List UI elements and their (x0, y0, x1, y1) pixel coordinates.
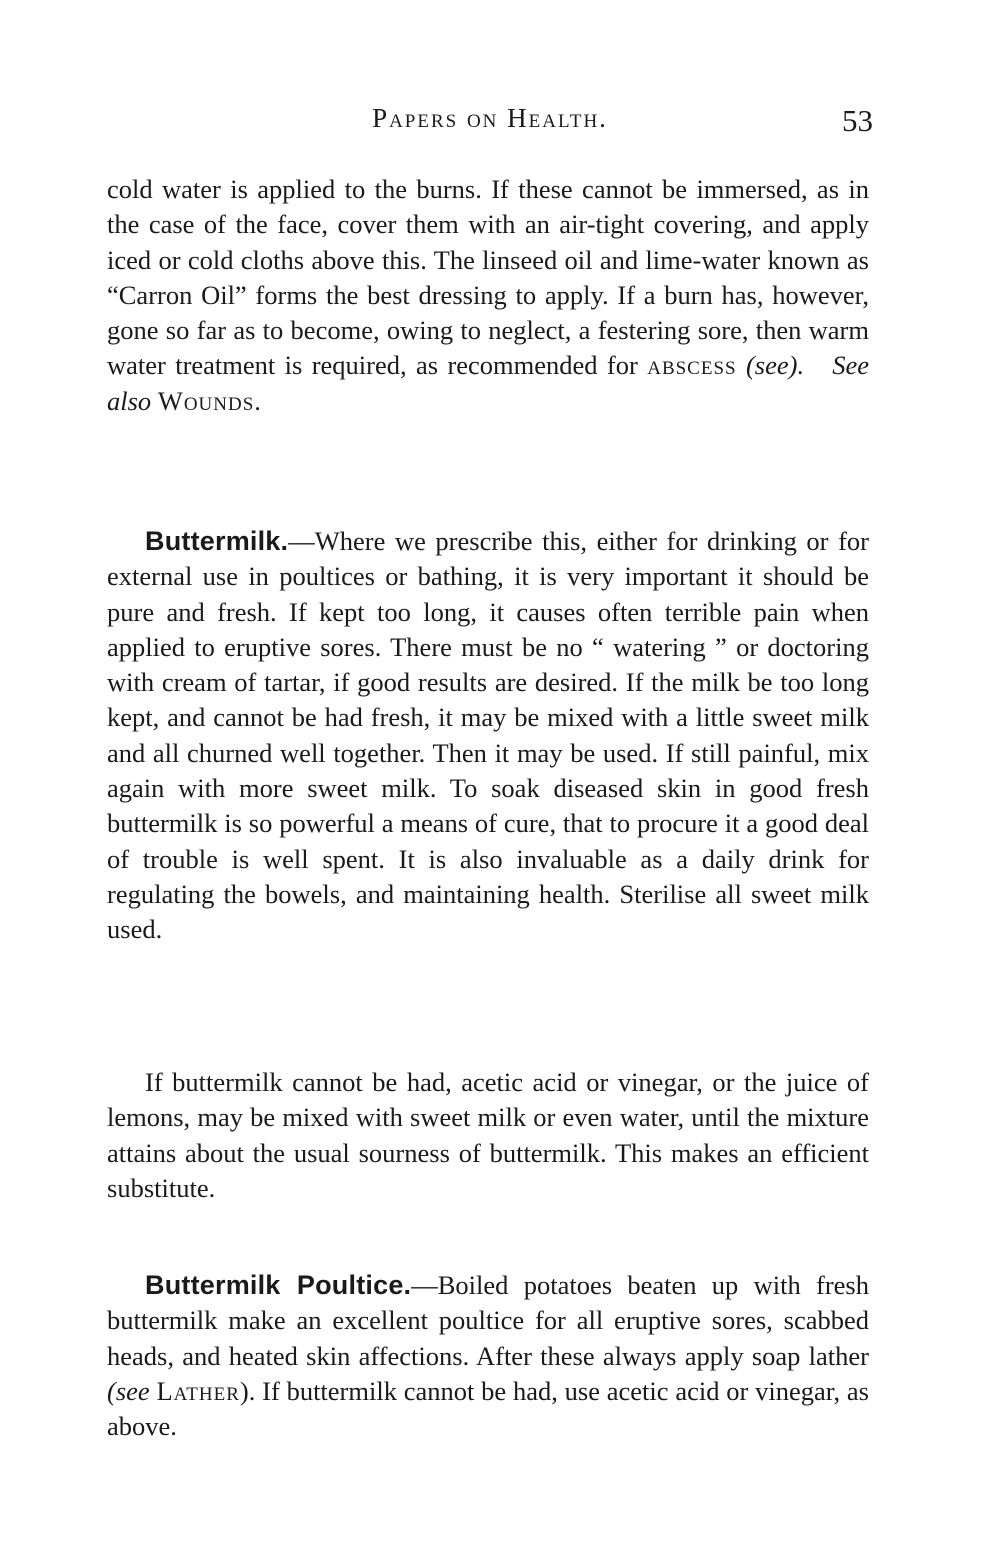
wounds-reference: Wounds. (157, 385, 262, 416)
buttermilk-substitute-text: If buttermilk cannot be had, acetic acid or vinegar, or the juice of lemons, may be mixed with sweet milk or even water, until the mixture attains about the usual sourness of buttermilk. This makes an efficient substitute. (107, 1067, 869, 1203)
buttermilk-entry (107, 524, 869, 948)
burns-continuation-paragraph (107, 172, 869, 419)
running-head (107, 103, 873, 143)
abscess-reference: abscess (647, 350, 737, 381)
lather-reference: Lather (156, 1375, 240, 1406)
buttermilk-poultice-entry (107, 1268, 869, 1444)
burns-text: cold water is applied to the burns. If these cannot be immersed, as in the case of the face, cover them with an air-tight covering, and apply iced or cold cloths above this. The linseed oil and lime-water known as “Carron Oil” forms the best dressing to apply. If a burn has, however, gone so far as to become, owing to neglect, a festering sore, then warm water treatment is required, as recommended for (107, 174, 869, 381)
page-number: 53 (842, 103, 873, 138)
buttermilk-poultice-body: —Boiled potatoes beaten up with fresh buttermilk make an excellent poultice for all eruptive sores, scabbed heads, and heated skin affections. After these always apply soap lather (107, 1270, 869, 1371)
buttermilk-heading: Buttermilk. (145, 526, 289, 556)
buttermilk-poultice-body-end: ). If buttermilk cannot be had, use acetic acid or vinegar, as above. (107, 1375, 869, 1442)
buttermilk-substitute-paragraph (107, 1065, 869, 1206)
see-lather-reference: (see (107, 1375, 150, 1406)
see-reference: (see). (745, 350, 805, 381)
running-title: Papers on Health. (372, 103, 608, 133)
see-also-reference: See also (107, 350, 870, 416)
buttermilk-poultice-heading: Buttermilk Poultice. (145, 1270, 412, 1300)
buttermilk-body: —Where we prescribe this, either for drinking or for external use in poultices or bathing, it is very important it should be pure and fresh. If kept too long, it causes often terrible pain when applied to eruptive sores. There must be no “ watering ” or doctoring with cream of tartar, if good results are desired. If the milk be too long kept, and cannot be had fresh, it may be mixed with a little sweet milk and all churned well together. Then it may be used. If still painful, mix again with more sweet milk. To soak diseased skin in good fresh buttermilk is so powerful a means of cure, that to procure it a good deal of trouble is well spent. It is also invaluable as a daily drink for regulating the bowels, and maintaining health. Sterilise all sweet milk used. (107, 526, 869, 945)
